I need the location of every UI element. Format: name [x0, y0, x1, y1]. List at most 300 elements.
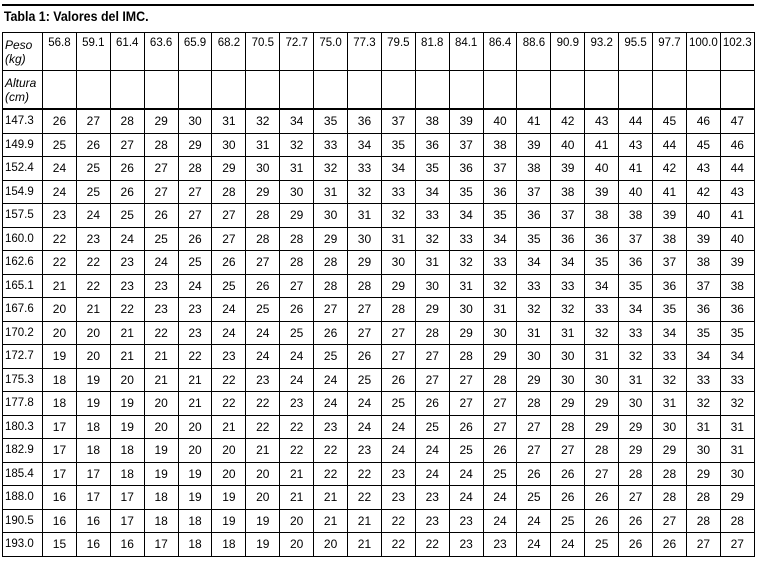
bmi-value-cell: 27: [551, 439, 585, 463]
bmi-value-cell: 19: [246, 533, 280, 557]
bmi-value-cell: 30: [686, 439, 720, 463]
bmi-value-cell: 21: [144, 345, 178, 369]
bmi-value-cell: 20: [43, 298, 77, 322]
bmi-value-cell: 18: [178, 509, 212, 533]
bmi-value-cell: 31: [720, 415, 754, 439]
bmi-value-cell: 26: [381, 368, 415, 392]
bmi-value-cell: 25: [415, 415, 449, 439]
bmi-value-cell: 39: [551, 157, 585, 181]
bmi-value-cell: 26: [551, 486, 585, 510]
bmi-value-cell: 27: [720, 533, 754, 557]
bmi-value-cell: 26: [551, 462, 585, 486]
bmi-value-cell: 24: [415, 439, 449, 463]
bmi-value-cell: 44: [619, 109, 653, 133]
bmi-value-cell: 30: [415, 274, 449, 298]
bmi-value-cell: 24: [314, 368, 348, 392]
bmi-value-cell: 31: [653, 392, 687, 416]
bmi-value-cell: 24: [517, 509, 551, 533]
height-cell: 165.1: [3, 274, 43, 298]
bmi-value-cell: 28: [314, 251, 348, 275]
table-row: [3, 180, 755, 204]
bmi-value-cell: 28: [348, 274, 382, 298]
bmi-value-cell: 39: [653, 204, 687, 228]
bmi-value-cell: 22: [314, 462, 348, 486]
bmi-value-cell: 28: [653, 486, 687, 510]
bmi-value-cell: 43: [619, 133, 653, 157]
bmi-value-cell: 43: [720, 180, 754, 204]
height-cell: 172.7: [3, 345, 43, 369]
bmi-value-cell: 21: [178, 368, 212, 392]
bmi-value-cell: 40: [619, 180, 653, 204]
bmi-value-cell: 30: [314, 204, 348, 228]
bmi-value-cell: 27: [178, 180, 212, 204]
bmi-value-cell: 36: [449, 157, 483, 181]
height-cell: 170.2: [3, 321, 43, 345]
empty-cell: [43, 71, 77, 110]
weight-header-unit: (kg): [5, 51, 26, 66]
bmi-value-cell: 42: [686, 180, 720, 204]
bmi-value-cell: 23: [415, 486, 449, 510]
bmi-value-cell: 37: [653, 251, 687, 275]
bmi-value-cell: 22: [212, 392, 246, 416]
bmi-value-cell: 18: [43, 392, 77, 416]
bmi-value-cell: 35: [449, 180, 483, 204]
bmi-value-cell: 28: [110, 109, 144, 133]
bmi-value-cell: 18: [144, 486, 178, 510]
bmi-value-cell: 21: [348, 509, 382, 533]
bmi-value-cell: 26: [110, 180, 144, 204]
empty-cell: [551, 71, 585, 110]
bmi-value-cell: 26: [619, 533, 653, 557]
bmi-value-cell: 40: [483, 109, 517, 133]
bmi-value-cell: 34: [585, 274, 619, 298]
bmi-value-cell: 28: [686, 486, 720, 510]
bmi-value-cell: 27: [110, 133, 144, 157]
table-row: [3, 439, 755, 463]
bmi-value-cell: 19: [110, 415, 144, 439]
bmi-value-cell: 21: [178, 392, 212, 416]
bmi-value-cell: 35: [585, 251, 619, 275]
bmi-value-cell: 37: [686, 274, 720, 298]
bmi-value-cell: 17: [144, 533, 178, 557]
empty-cell: [483, 71, 517, 110]
bmi-value-cell: 35: [381, 133, 415, 157]
bmi-value-cell: 27: [144, 157, 178, 181]
height-cell: 152.4: [3, 157, 43, 181]
bmi-value-cell: 24: [483, 509, 517, 533]
bmi-value-cell: 31: [517, 321, 551, 345]
bmi-value-cell: 44: [653, 133, 687, 157]
bmi-value-cell: 21: [314, 509, 348, 533]
bmi-value-cell: 23: [314, 415, 348, 439]
bmi-value-cell: 27: [381, 345, 415, 369]
bmi-value-cell: 24: [76, 204, 110, 228]
bmi-value-cell: 28: [720, 509, 754, 533]
bmi-value-cell: 32: [246, 109, 280, 133]
bmi-value-cell: 34: [415, 180, 449, 204]
bmi-value-cell: 31: [212, 109, 246, 133]
bmi-value-cell: 29: [585, 415, 619, 439]
bmi-value-cell: 30: [517, 345, 551, 369]
bmi-value-cell: 31: [483, 298, 517, 322]
bmi-value-cell: 26: [246, 274, 280, 298]
empty-cell: [212, 71, 246, 110]
bmi-value-cell: 17: [110, 486, 144, 510]
bmi-value-cell: 22: [43, 251, 77, 275]
bmi-value-cell: 27: [415, 368, 449, 392]
height-cell: 182.9: [3, 439, 43, 463]
bmi-value-cell: 20: [43, 321, 77, 345]
bmi-value-cell: 18: [76, 439, 110, 463]
table-row: [3, 533, 755, 557]
height-cell: 193.0: [3, 533, 43, 557]
bmi-value-cell: 26: [449, 415, 483, 439]
bmi-value-cell: 23: [178, 298, 212, 322]
bmi-value-cell: 16: [76, 509, 110, 533]
bmi-value-cell: 23: [449, 533, 483, 557]
bmi-value-cell: 29: [551, 392, 585, 416]
empty-cell: [246, 71, 280, 110]
empty-cell: [178, 71, 212, 110]
weight-cell: 70.5: [246, 33, 280, 71]
bmi-value-cell: 26: [653, 533, 687, 557]
bmi-value-cell: 22: [280, 415, 314, 439]
bmi-value-cell: 27: [653, 509, 687, 533]
bmi-value-cell: 36: [483, 180, 517, 204]
height-cell: 162.6: [3, 251, 43, 275]
table-row: [3, 227, 755, 251]
bmi-value-cell: 36: [653, 274, 687, 298]
bmi-value-cell: 29: [246, 180, 280, 204]
bmi-value-cell: 21: [144, 368, 178, 392]
bmi-value-cell: 23: [280, 392, 314, 416]
bmi-value-cell: 37: [619, 227, 653, 251]
bmi-value-cell: 33: [585, 298, 619, 322]
bmi-value-cell: 28: [246, 227, 280, 251]
bmi-value-cell: 23: [449, 509, 483, 533]
bmi-value-cell: 29: [381, 274, 415, 298]
bmi-value-cell: 30: [246, 157, 280, 181]
table-row: [3, 157, 755, 181]
bmi-value-cell: 18: [110, 462, 144, 486]
bmi-value-cell: 36: [619, 251, 653, 275]
bmi-value-cell: 38: [483, 133, 517, 157]
height-cell: 185.4: [3, 462, 43, 486]
height-cell: 177.8: [3, 392, 43, 416]
bmi-value-cell: 23: [110, 274, 144, 298]
bmi-value-cell: 44: [720, 157, 754, 181]
bmi-value-cell: 20: [144, 392, 178, 416]
bmi-value-cell: 25: [551, 509, 585, 533]
bmi-value-cell: 33: [686, 368, 720, 392]
bmi-value-cell: 25: [585, 533, 619, 557]
bmi-value-cell: 27: [415, 345, 449, 369]
bmi-value-cell: 17: [76, 462, 110, 486]
bmi-value-cell: 35: [314, 109, 348, 133]
bmi-value-cell: 23: [348, 439, 382, 463]
bmi-value-cell: 28: [280, 251, 314, 275]
bmi-value-cell: 32: [585, 321, 619, 345]
bmi-value-cell: 38: [415, 109, 449, 133]
empty-cell: [110, 71, 144, 110]
empty-cell: [653, 71, 687, 110]
bmi-value-cell: 28: [212, 180, 246, 204]
bmi-value-cell: 21: [76, 298, 110, 322]
bmi-value-cell: 46: [686, 109, 720, 133]
bmi-value-cell: 30: [720, 462, 754, 486]
bmi-value-cell: 30: [483, 321, 517, 345]
bmi-value-cell: 28: [144, 133, 178, 157]
bmi-value-cell: 28: [449, 345, 483, 369]
bmi-value-cell: 27: [483, 415, 517, 439]
bmi-value-cell: 27: [449, 392, 483, 416]
bmi-value-cell: 24: [144, 251, 178, 275]
bmi-value-cell: 29: [517, 368, 551, 392]
weight-cell: 68.2: [212, 33, 246, 71]
bmi-value-cell: 28: [686, 509, 720, 533]
bmi-value-cell: 23: [144, 274, 178, 298]
bmi-value-cell: 35: [686, 321, 720, 345]
bmi-value-cell: 23: [212, 345, 246, 369]
bmi-value-cell: 33: [449, 227, 483, 251]
bmi-value-cell: 24: [449, 462, 483, 486]
bmi-value-cell: 22: [76, 274, 110, 298]
table-row: [3, 321, 755, 345]
bmi-value-cell: 25: [449, 439, 483, 463]
bmi-value-cell: 32: [483, 274, 517, 298]
bmi-value-cell: 23: [381, 486, 415, 510]
bmi-value-cell: 22: [43, 227, 77, 251]
empty-cell: [619, 71, 653, 110]
bmi-value-cell: 21: [348, 533, 382, 557]
weight-header-label: Peso: [5, 37, 33, 52]
bmi-value-cell: 21: [246, 439, 280, 463]
bmi-value-cell: 31: [449, 274, 483, 298]
bmi-value-cell: 27: [212, 204, 246, 228]
bmi-table: [2, 32, 755, 557]
height-cell: 180.3: [3, 415, 43, 439]
bmi-value-cell: 29: [178, 133, 212, 157]
bmi-value-cell: 28: [280, 227, 314, 251]
weight-cell: 79.5: [381, 33, 415, 71]
bmi-value-cell: 35: [619, 274, 653, 298]
bmi-value-cell: 23: [415, 509, 449, 533]
weight-cell: 59.1: [76, 33, 110, 71]
bmi-value-cell: 35: [483, 204, 517, 228]
empty-cell: [686, 71, 720, 110]
bmi-value-cell: 25: [76, 157, 110, 181]
bmi-value-cell: 16: [43, 509, 77, 533]
bmi-value-cell: 28: [314, 274, 348, 298]
empty-cell: [314, 71, 348, 110]
bmi-value-cell: 30: [653, 415, 687, 439]
bmi-value-cell: 29: [720, 486, 754, 510]
bmi-value-cell: 27: [449, 368, 483, 392]
height-header-label: Altura: [5, 75, 37, 90]
bmi-value-cell: 31: [381, 227, 415, 251]
bmi-value-cell: 36: [686, 298, 720, 322]
weight-cell: 72.7: [280, 33, 314, 71]
bmi-value-cell: 47: [720, 109, 754, 133]
bmi-value-cell: 33: [415, 204, 449, 228]
bmi-value-cell: 22: [178, 345, 212, 369]
height-cell: 147.3: [3, 109, 43, 133]
bmi-value-cell: 38: [517, 157, 551, 181]
bmi-value-cell: 42: [653, 157, 687, 181]
bmi-value-cell: 38: [585, 204, 619, 228]
bmi-value-cell: 46: [720, 133, 754, 157]
bmi-value-cell: 19: [178, 462, 212, 486]
bmi-value-cell: 35: [415, 157, 449, 181]
bmi-value-cell: 19: [144, 439, 178, 463]
bmi-value-cell: 22: [144, 321, 178, 345]
bmi-value-cell: 25: [517, 486, 551, 510]
bmi-value-cell: 27: [314, 298, 348, 322]
bmi-value-cell: 33: [619, 321, 653, 345]
bmi-value-cell: 40: [585, 157, 619, 181]
table-row: [3, 462, 755, 486]
bmi-value-cell: 21: [280, 462, 314, 486]
bmi-value-cell: 26: [619, 509, 653, 533]
bmi-value-cell: 30: [280, 180, 314, 204]
bmi-value-cell: 37: [381, 109, 415, 133]
bmi-value-cell: 28: [246, 204, 280, 228]
bmi-value-cell: 24: [43, 157, 77, 181]
bmi-value-cell: 22: [381, 533, 415, 557]
bmi-value-cell: 31: [619, 368, 653, 392]
bmi-value-cell: 25: [178, 251, 212, 275]
bmi-value-cell: 17: [43, 462, 77, 486]
bmi-value-cell: 38: [686, 251, 720, 275]
weight-cell: 75.0: [314, 33, 348, 71]
bmi-value-cell: 30: [551, 345, 585, 369]
bmi-value-cell: 20: [212, 439, 246, 463]
bmi-value-cell: 19: [43, 345, 77, 369]
weight-header-row: [3, 33, 755, 71]
bmi-value-cell: 26: [483, 439, 517, 463]
table-row: [3, 392, 755, 416]
weight-cell: 95.5: [619, 33, 653, 71]
height-cell: 188.0: [3, 486, 43, 510]
table-row: [3, 109, 755, 133]
weight-cell: 56.8: [43, 33, 77, 71]
weight-cell: 65.9: [178, 33, 212, 71]
bmi-value-cell: 29: [144, 109, 178, 133]
bmi-value-cell: 20: [212, 462, 246, 486]
bmi-value-cell: 36: [720, 298, 754, 322]
weight-cell: 63.6: [144, 33, 178, 71]
bmi-value-cell: 24: [212, 321, 246, 345]
weight-cell: 90.9: [551, 33, 585, 71]
bmi-value-cell: 24: [43, 180, 77, 204]
bmi-value-cell: 23: [144, 298, 178, 322]
bmi-value-cell: 19: [246, 509, 280, 533]
bmi-value-cell: 27: [76, 109, 110, 133]
bmi-value-cell: 22: [212, 368, 246, 392]
bmi-value-cell: 36: [585, 227, 619, 251]
bmi-value-cell: 34: [517, 251, 551, 275]
bmi-value-cell: 22: [110, 298, 144, 322]
bmi-value-cell: 18: [212, 533, 246, 557]
empty-cell: [76, 71, 110, 110]
bmi-value-cell: 25: [110, 204, 144, 228]
bmi-value-cell: 19: [212, 509, 246, 533]
bmi-value-cell: 29: [686, 462, 720, 486]
bmi-value-cell: 32: [314, 157, 348, 181]
bmi-value-cell: 23: [483, 533, 517, 557]
bmi-value-cell: 33: [314, 133, 348, 157]
bmi-value-cell: 24: [212, 298, 246, 322]
bmi-value-cell: 24: [483, 486, 517, 510]
bmi-value-cell: 22: [348, 462, 382, 486]
bmi-value-cell: 33: [348, 157, 382, 181]
bmi-value-cell: 23: [76, 227, 110, 251]
bmi-value-cell: 33: [720, 368, 754, 392]
bmi-value-cell: 18: [43, 368, 77, 392]
bmi-value-cell: 20: [280, 509, 314, 533]
bmi-value-cell: 18: [76, 415, 110, 439]
bmi-value-cell: 29: [314, 227, 348, 251]
bmi-value-cell: 42: [551, 109, 585, 133]
bmi-value-cell: 31: [415, 251, 449, 275]
bmi-value-cell: 31: [585, 345, 619, 369]
table-row: [3, 274, 755, 298]
bmi-value-cell: 30: [348, 227, 382, 251]
bmi-value-cell: 37: [483, 157, 517, 181]
weight-cell: 84.1: [449, 33, 483, 71]
bmi-value-cell: 18: [144, 509, 178, 533]
bmi-value-cell: 39: [517, 133, 551, 157]
bmi-value-cell: 27: [517, 439, 551, 463]
bmi-value-cell: 33: [483, 251, 517, 275]
bmi-value-cell: 30: [178, 109, 212, 133]
bmi-value-cell: 38: [551, 180, 585, 204]
bmi-value-cell: 28: [381, 298, 415, 322]
bmi-value-cell: 24: [348, 415, 382, 439]
bmi-value-cell: 19: [178, 486, 212, 510]
bmi-value-cell: 18: [178, 533, 212, 557]
bmi-value-cell: 26: [144, 204, 178, 228]
bmi-value-cell: 20: [144, 415, 178, 439]
bmi-value-cell: 24: [246, 345, 280, 369]
bmi-value-cell: 27: [381, 321, 415, 345]
bmi-value-cell: 43: [585, 109, 619, 133]
bmi-value-cell: 37: [449, 133, 483, 157]
bmi-value-cell: 15: [43, 533, 77, 557]
bmi-value-cell: 26: [415, 392, 449, 416]
bmi-value-cell: 22: [381, 509, 415, 533]
bmi-value-cell: 23: [178, 321, 212, 345]
bmi-value-cell: 25: [381, 392, 415, 416]
bmi-value-cell: 40: [686, 204, 720, 228]
bmi-value-cell: 17: [43, 439, 77, 463]
bmi-value-cell: 24: [415, 462, 449, 486]
bmi-value-cell: 16: [43, 486, 77, 510]
bmi-value-cell: 36: [415, 133, 449, 157]
bmi-value-cell: 28: [619, 462, 653, 486]
bmi-value-cell: 28: [517, 392, 551, 416]
bmi-value-cell: 25: [483, 462, 517, 486]
bmi-value-cell: 34: [619, 298, 653, 322]
bmi-value-cell: 16: [76, 533, 110, 557]
bmi-value-cell: 43: [686, 157, 720, 181]
weight-cell: 102.3: [720, 33, 754, 71]
bmi-value-cell: 22: [280, 439, 314, 463]
bmi-value-cell: 27: [348, 321, 382, 345]
bmi-value-cell: 28: [585, 439, 619, 463]
empty-cell: [415, 71, 449, 110]
bmi-value-cell: 41: [720, 204, 754, 228]
